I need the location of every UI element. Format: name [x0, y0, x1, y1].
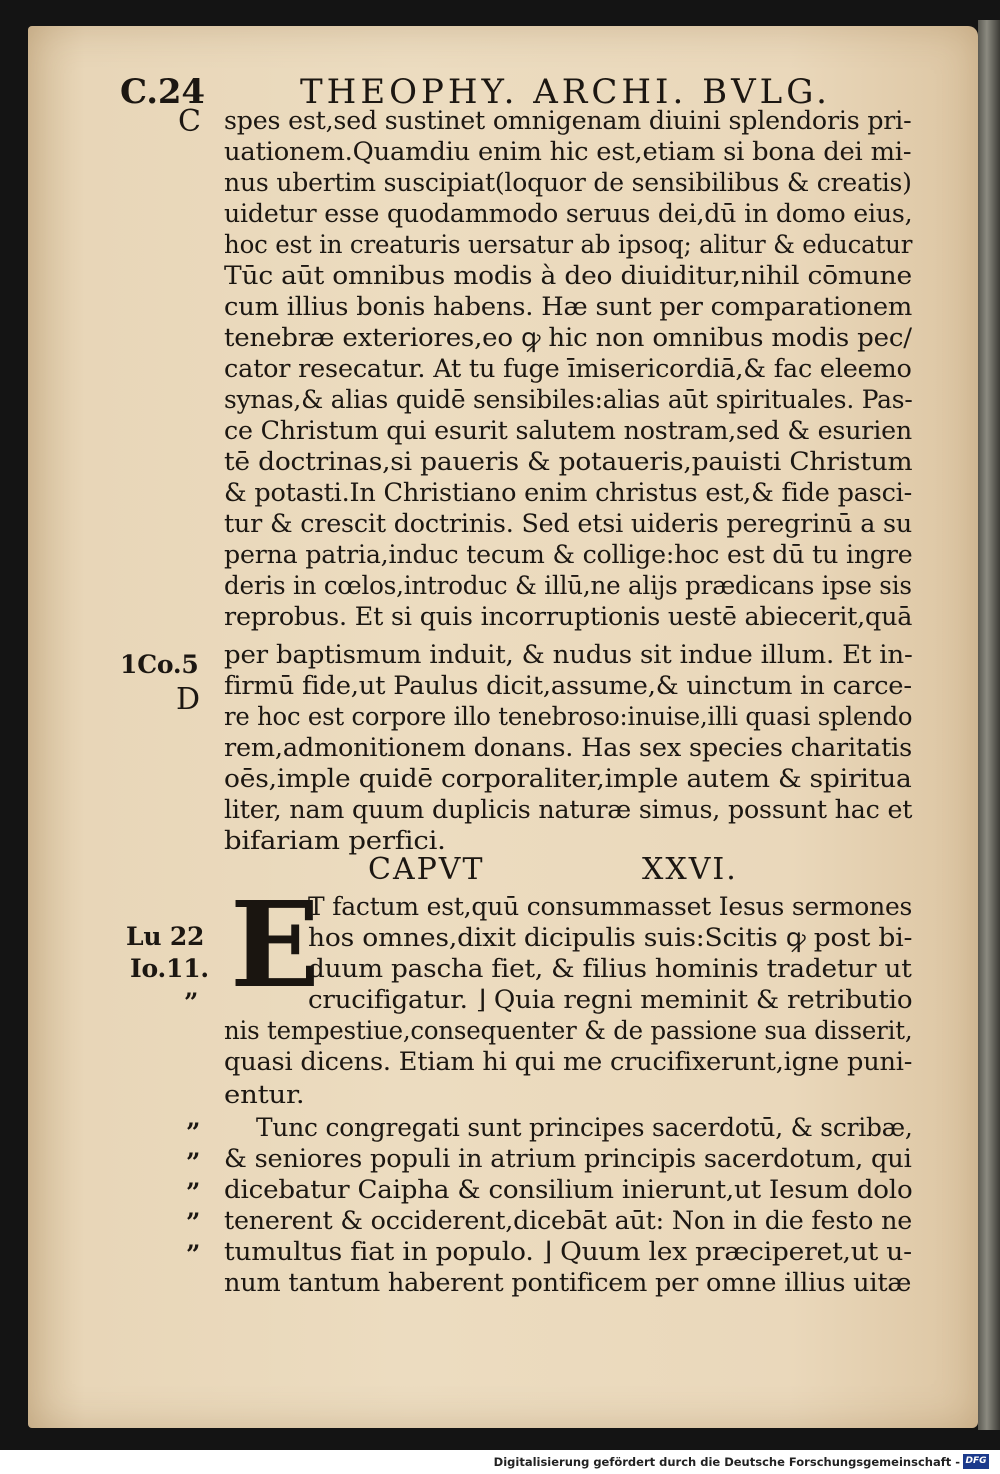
margin-ref-io: Io.11.: [130, 954, 209, 983]
body-line: bifariam perfici.: [224, 826, 446, 856]
margin-section-c: C: [178, 104, 201, 139]
margin-quote-mark: ”: [186, 1118, 201, 1147]
chapter-line: dicebatur Caipha & consilium inierunt,ut Iesum dolo: [224, 1175, 913, 1205]
chapter-line: T factum est,quū consummasset Iesus sermones: [308, 892, 913, 922]
drop-cap-initial: E: [230, 875, 320, 1014]
signature-mark: C.24: [120, 72, 205, 112]
body-line: firmū fide,ut Paulus dicit,assume,& uinctum in carce-: [224, 671, 912, 701]
body-line: liter, nam quum duplicis naturæ simus, possunt hac et: [224, 795, 913, 825]
body-line: uationem.Quamdiu enim hic est,etiam si bona dei mi-: [224, 137, 912, 167]
margin-ref-1co: 1Co.5: [120, 650, 199, 679]
body-line: & potasti.In Christiano enim christus est,& fide pasci-: [224, 478, 913, 508]
margin-quote-mark: ”: [186, 1148, 201, 1177]
chapter-line: Tunc congregati sunt principes sacerdotū, & scribæ,: [256, 1113, 913, 1143]
body-line: tenebræ exteriores,eo ꝙ hic non omnibus modis pec/: [224, 323, 912, 353]
chapter-line: tumultus fiat in populo. ⌋ Quum lex præciperet,ut u-: [224, 1237, 912, 1267]
margin-section-d: D: [176, 682, 200, 717]
body-line: hoc est in creaturis uersatur ab ipsoq; alitur & educatur: [224, 230, 913, 260]
book-edge: [978, 20, 1000, 1430]
chapter-line: num tantum haberent pontificem per omne illius uitæ: [224, 1268, 912, 1298]
body-line: per baptismum induit, & nudus sit indue illum. Et in-: [224, 640, 913, 670]
chapter-heading-word: CAPVT: [368, 852, 485, 887]
body-line: cum illius bonis habens. Hæ sunt per comparationem: [224, 292, 913, 322]
body-line: re hoc est corpore illo tenebroso:inuise,illi quasi splendo: [224, 702, 913, 732]
body-line: uidetur esse quodammodo seruus dei,dū in domo eius,: [224, 199, 913, 229]
running-title: THEOPHY. ARCHI. BVLG.: [300, 72, 831, 112]
chapter-heading-number: XXVI.: [642, 852, 738, 887]
chapter-line: quasi dicens. Etiam hi qui me crucifixerunt,igne puni-: [224, 1047, 913, 1077]
body-line: oēs,imple quidē corporaliter,imple autem & spiritua: [224, 764, 912, 794]
chapter-line: nis tempestiue,consequenter & de passione sua disserit,: [224, 1016, 913, 1046]
funding-credit: Digitalisierung gefördert durch die Deutsche Forschungsgemeinschaft -: [493, 1455, 960, 1469]
body-line: tē doctrinas,si paueris & potaueris,pauisti Christum: [224, 447, 913, 477]
margin-quote-mark: ”: [186, 1240, 201, 1269]
body-line: rem,admonitionem donans. Has sex species charitatis: [224, 733, 912, 763]
body-line: reprobus. Et si quis incorruptionis uestē abiecerit,quā: [224, 602, 913, 632]
margin-quote-mark: ”: [186, 1178, 201, 1207]
dfg-logo: DFG: [963, 1454, 989, 1469]
body-line: nus ubertim suscipiat(loquor de sensibilibus & creatis): [224, 168, 912, 198]
chapter-line: duum pascha fiet, & filius hominis tradetur ut: [308, 954, 912, 984]
margin-quote-mark: ”: [184, 988, 199, 1017]
margin-ref-lu: Lu 22: [126, 922, 205, 951]
body-line: Tūc aūt omnibus modis à deo diuiditur,nihil cōmune: [224, 261, 912, 291]
chapter-line: entur.: [224, 1080, 305, 1110]
body-line: synas,& alias quidē sensibiles:alias aūt spirituales. Pas-: [224, 385, 913, 415]
chapter-line: crucifigatur. ⌋ Quia regni meminit & retributio: [308, 985, 913, 1015]
body-line: deris in cœlos,introduc & illū,ne alijs prædicans ipse sis: [224, 571, 912, 601]
margin-quote-mark: ”: [186, 1208, 201, 1237]
body-line: cator resecatur. At tu fuge īmisericordiā,& fac eleemo: [224, 354, 912, 384]
chapter-line: hos omnes,dixit dicipulis suis:Scitis ꝙ post bi-: [308, 923, 913, 953]
chapter-line: tenerent & occiderent,dicebāt aūt: Non in die festo ne: [224, 1206, 913, 1236]
body-line: tur & crescit doctrinis. Sed etsi uideris peregrinū a su: [224, 509, 913, 539]
body-line: spes est,sed sustinet omnigenam diuini splendoris pri-: [224, 106, 912, 136]
chapter-line: & seniores populi in atrium principis sacerdotum, qui: [224, 1144, 912, 1174]
body-line: ce Christum qui esurit salutem nostram,sed & esurien: [224, 416, 913, 446]
body-line: perna patria,induc tecum & collige:hoc est dū tu ingre: [224, 540, 913, 570]
